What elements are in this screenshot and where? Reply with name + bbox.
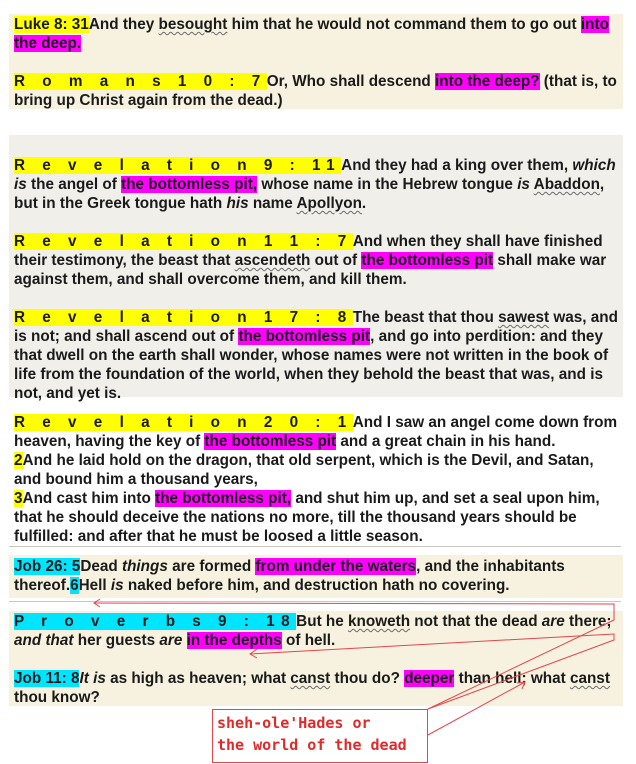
verse-luke-8-31: Luke 8: 31And they besought him that he would not command them to go out into the deep. xyxy=(14,16,609,52)
verse-revelation-20-2: 2And he laid hold on the dragon, that old serpent, which is the Devil, and Satan, and bound him a thousand years, xyxy=(14,452,594,488)
verse-revelation-11-7: R e v e l a t i o n 1 1 : 7And when they shall have finished their testimony, the beast that ascendeth out of the bottomless pit shall make war against them, and shall overcome them, and kill them. xyxy=(14,233,607,288)
verse-number: 2 xyxy=(14,452,23,469)
verse-ref: R e v e l a t i o n 1 7 : 8 xyxy=(14,309,353,326)
verse-revelation-20-1: R e v e l a t i o n 2 0 : 1And I saw an angel come down from heaven, having the key of the bottomless pit and a great chain in his hand. xyxy=(14,414,618,450)
phrase-highlight: in the depths xyxy=(186,632,282,649)
verse-revelation-9-11: R e v e l a t i o n 9 : 11And they had a king over them, which is the angel of the bottomless pit, whose name in the Hebrew tongue is Abaddon, but in the Greek tongue hath his name Apollyon. xyxy=(14,157,616,212)
verse-ref: R e v e l a t i o n 2 0 : 1 xyxy=(14,414,353,431)
spell-check-word: ascendeth xyxy=(234,252,311,269)
annotation-callout xyxy=(212,709,428,763)
verse-ref: Job 11: 8 xyxy=(14,670,80,687)
verse-ref: Luke 8: 31 xyxy=(14,16,89,33)
phrase-highlight: the bottomless pit xyxy=(238,328,371,345)
phrase-highlight: into the deep? xyxy=(435,73,540,90)
spell-check-word: Abaddon xyxy=(533,176,600,193)
passage-block-proverbs-job-11 xyxy=(9,611,623,706)
divider xyxy=(9,601,621,602)
phrase-highlight: the bottomless pit xyxy=(204,433,337,450)
phrase-highlight: into the deep. xyxy=(14,16,609,52)
passage-block-revelation-20 xyxy=(9,413,623,543)
annotation-line-2: the world of the dead xyxy=(217,736,407,754)
spell-check-word: canst xyxy=(569,670,610,687)
verse-ref: R o m a n s 1 0 : 7 xyxy=(14,73,267,90)
spell-check-word: knoweth xyxy=(348,613,411,630)
verse-proverbs-9-18: P r o v e r b s 9 : 18But he knoweth not that the dead are there; and that her guests are in the depths of hell. xyxy=(14,613,612,649)
verse-romans-10-7: R o m a n s 1 0 : 7Or, Who shall descend into the deep? (that is, to bring up Christ again from the dead.) xyxy=(14,73,617,109)
phrase-highlight: the bottomless pit, xyxy=(121,176,258,193)
passage-block-luke-romans xyxy=(9,14,623,109)
phrase-highlight: the bottomless pit xyxy=(361,252,494,269)
passage-block-revelation xyxy=(9,135,623,402)
passage-block-job-26 xyxy=(9,555,623,598)
verse-job-11-8: Job 11: 8It is as high as heaven; what canst thou do? deeper than hell; what canst thou know? xyxy=(14,670,610,706)
divider xyxy=(9,546,621,547)
phrase-highlight: the bottomless pit, xyxy=(155,490,292,507)
annotation-line-1: sheh-ole'Hades or xyxy=(217,714,371,732)
verse-revelation-20-3: 3And cast him into the bottomless pit, and shut him up, and set a seal upon him, that he should deceive the nations no more, till the thousand years should be fulfilled: and after that he must be loosed a little season. xyxy=(14,490,600,545)
verse-revelation-17-8: R e v e l a t i o n 1 7 : 8The beast that thou sawest was, and is not; and shall ascend out of the bottomless pit, and go into perdition: and they that dwell on the earth shall wonder, whose names were not written in the book of life from the foundation of the world, when they behold the beast that was, and is not, and yet is. xyxy=(14,309,618,402)
phrase-highlight: deeper xyxy=(404,670,455,687)
verse-ref: R e v e l a t i o n 9 : 11 xyxy=(14,157,342,174)
spell-check-word: Apollyon xyxy=(296,195,362,212)
spell-check-word: besought xyxy=(158,16,228,33)
verse-ref: R e v e l a t i o n 1 1 : 7 xyxy=(14,233,353,250)
verse-ref: P r o v e r b s 9 : 18 xyxy=(14,613,297,630)
spell-check-word: canst xyxy=(290,670,331,687)
verse-number: 3 xyxy=(14,490,23,507)
verse-number: 6 xyxy=(70,577,79,594)
spell-check-word: sawest xyxy=(498,309,550,326)
verse-ref: Job 26: 5 xyxy=(14,558,81,575)
phrase-highlight: from under the waters xyxy=(255,558,417,575)
verse-job-26-5: Job 26: 5Dead things are formed from under the waters, and the inhabitants thereof.6Hell is naked before him, and destruction hath no covering. xyxy=(14,558,565,594)
